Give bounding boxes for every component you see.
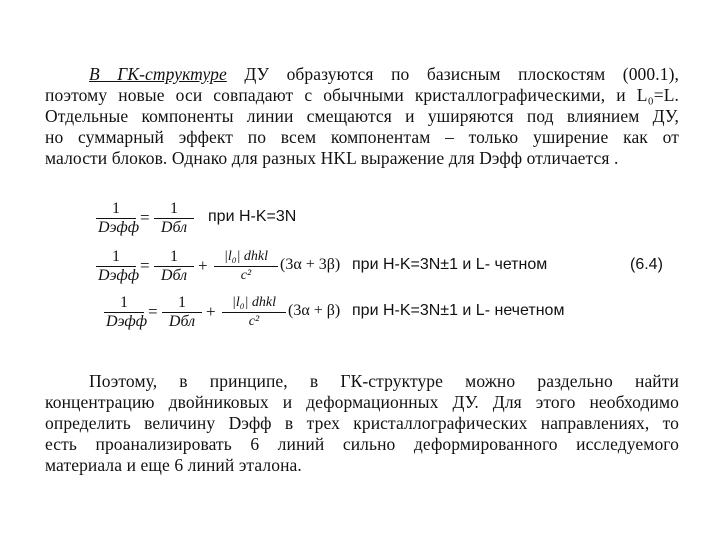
text-line: В ГК-структуре ДУ образуются по базисным плоскостям (000.1), bbox=[89, 64, 679, 84]
fraction-lhs: 1 Dэфф bbox=[98, 248, 140, 284]
fraction-rhs: 1 Dбл bbox=[154, 248, 194, 285]
text-line: но суммарный эффект по всем компонентам – только уширение как от bbox=[45, 127, 679, 147]
condition-text: при H-K=3N±1 и L- нечетном bbox=[352, 302, 565, 319]
paragraph-intro bbox=[45, 64, 679, 169]
text-line: определить величину Dэфф в трех кристаллографических направлениях, то bbox=[45, 413, 679, 433]
factor-expression: (3α + β) bbox=[288, 302, 341, 319]
text-line: Отдельные компоненты линии смещаются и уширяются под влиянием ДУ, bbox=[45, 106, 679, 126]
condition-text: при H-K=3N bbox=[208, 208, 297, 225]
factor-expression: (3α + 3β) bbox=[280, 256, 341, 273]
formula-block bbox=[90, 194, 690, 344]
fraction-rhs: 1 Dбл bbox=[162, 294, 202, 331]
fraction-lhs: 1 Dэфф bbox=[98, 200, 140, 236]
text-line: Поэтому, в принципе, в ГК-структуре можно раздельно найти bbox=[89, 371, 679, 391]
condition-text: при H-K=3N±1 и L- четном bbox=[352, 256, 548, 273]
fraction-rhs: 1 Dбл bbox=[154, 200, 194, 237]
equation-number: (6.4) bbox=[630, 256, 663, 273]
plus-sign: + bbox=[206, 302, 216, 321]
paragraph-conclusion bbox=[45, 371, 679, 476]
text-line: материала и еще 6 линий эталона. bbox=[45, 455, 302, 475]
equals-sign: = bbox=[140, 256, 150, 275]
fraction-lhs: 1 Dэфф bbox=[106, 294, 148, 330]
fraction-abs: |l₀| dhkl c² bbox=[222, 294, 286, 331]
equals-sign: = bbox=[140, 208, 150, 227]
text-line: поэтому новые оси совпадают с обычными кристаллографическими, и L₀=L. bbox=[45, 85, 679, 105]
plus-sign: + bbox=[198, 256, 208, 275]
fraction-abs: |l₀| dhkl c² bbox=[214, 248, 278, 285]
text-line: малости блоков. Однако для разных HKL выражение для Dэфф отличается . bbox=[45, 148, 619, 168]
text-line: есть проанализировать 6 линий сильно деформированного исследуемого bbox=[45, 434, 679, 454]
emphasis-text: В ГК-структуре bbox=[89, 64, 227, 84]
text-line: концентрацию двойниковых и деформационных ДУ. Для этого необходимо bbox=[45, 392, 679, 412]
equals-sign: = bbox=[148, 302, 158, 321]
